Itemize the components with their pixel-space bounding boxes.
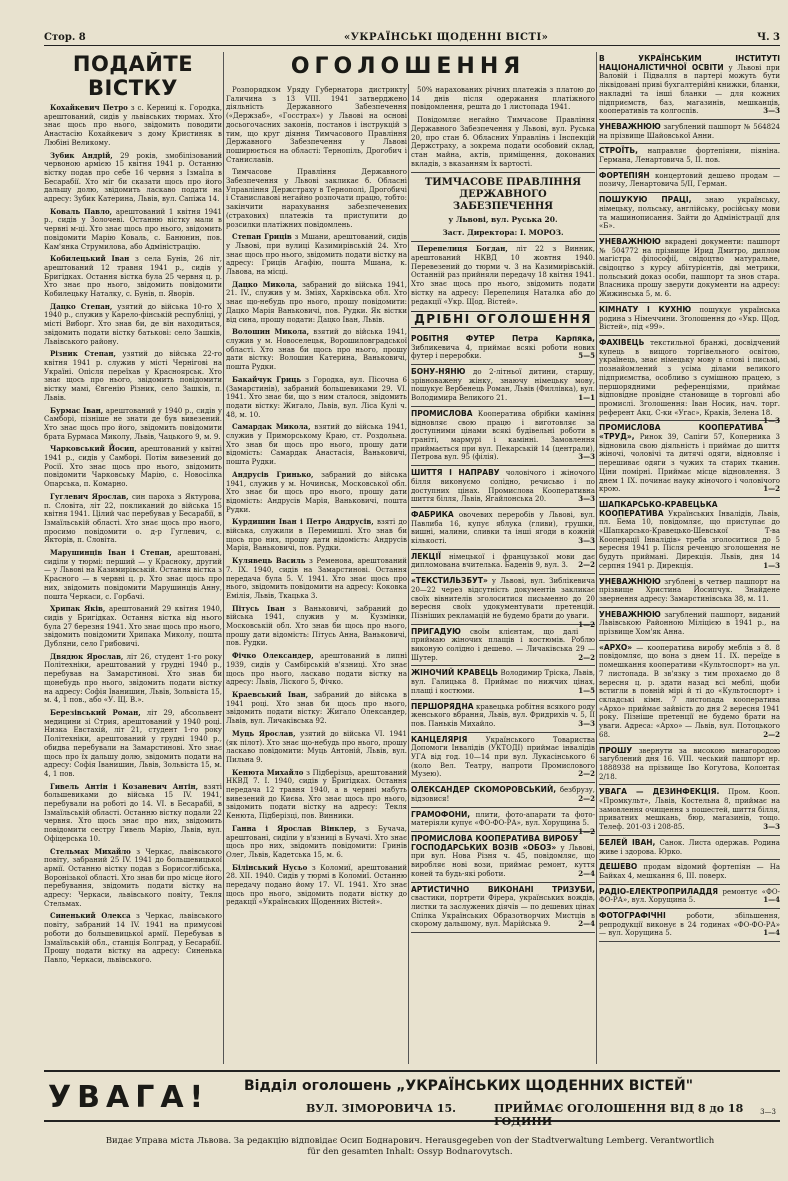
ad-text: направляє фортепіяни, піяніна. Германа, Ленартовича 5, II. пов. (599, 147, 780, 165)
item-text: син пароха з Яктурова, п. Словіта, літ 22, покликаний до війська 15 квітня 1941. Цілий час перебував у Бесарабії, в Ізмаїльській області. Хто знає щось про нього, просимо повідомити о. д-р Гуглевич, с. Якторів, п. Словіта. (44, 492, 222, 545)
item-name: Дацко Микола, (232, 279, 298, 289)
announcements-column (226, 86, 407, 1064)
classified-ad (411, 466, 595, 508)
ad-heading: КІМНАТУ І КУХНЮ (599, 304, 692, 314)
item-name: Хрипак Яків, (50, 604, 106, 614)
list-item (226, 168, 407, 229)
ad-text: кравецька робітня всякого роду женського вбрання, Львів, вул. Фридрихів ч. 5, II пов. Паньків Михайло. (411, 702, 595, 728)
item-name: Бакайчук Гриць (232, 374, 302, 384)
item-text: з Черкас, львівського повіту, забраний 25 IV. 1941 до большевицької армії. Останню вістку подав з Борисоглібська, Воронізької області. Хто знав би про місце його перебування, звідомить подати вістку на адресу: Черкаси, львівського повіту, Текля Стельмах. (44, 847, 222, 908)
item-text: літ 26, студент 1-го року Політехніки, арештований у грудні 1940 р., перебував на Замарстинові. Хто знав би щонебудь про нього, звідомить подати вістку на адресу: Софія Іванишин, Львів, Зольвіста 15, м. 4, 1 пов., або «У. Щ. В.». (44, 652, 222, 705)
item-name: Гуглевич Ярослав, (50, 491, 129, 501)
list-item (44, 104, 222, 148)
missing-persons-column (44, 52, 222, 1064)
item-text: з Ременова, арештований 7. IX. 1940, сидів на Замарстинові. Остання передача була 5. V. 1941. Хто знає щось про нього, звідомить повідомити на адресу: Коковка Емілія, Львів, Ткацька 3. (226, 557, 407, 600)
classified-ad (599, 144, 780, 168)
ad-run-number: 3—3 (763, 822, 780, 832)
ad-run-number: 1—4 (763, 928, 780, 938)
item-name: Кулявець Василь (232, 556, 306, 566)
item-name: Муць Ярослав, (232, 728, 296, 738)
separator (411, 172, 595, 173)
item-name: Двядюк Ярослав, (50, 651, 124, 661)
ad-text: продам відомий фортепіян — На Байках 4, мешкання 6, III. поверх. (599, 863, 780, 880)
insurance-notice: 50% нарахованих річних платежів з платою до 14 днів після одержання платіжного повідомлення, решта до 1 листопада 1941. (411, 86, 595, 112)
list-item (44, 653, 222, 705)
item-name: Курдишин Іван і Петро Андрусів, (232, 517, 374, 527)
classified-ad (599, 169, 780, 193)
ad-text: роботи, збільшення, репродукції виконує в 24 годинах «ФО-ФО-РА» — вул. Хорущина 5. (599, 912, 780, 938)
list-item (44, 493, 222, 545)
list-item (226, 605, 407, 649)
ad-run-number: 3—3 (578, 718, 595, 728)
attention-label: УВАГА! (48, 1080, 210, 1115)
ad-heading: РАДІО-ЕЛЕКТРОПРИЛАДДЯ (599, 886, 719, 896)
ad-heading: БОНУ-НЯНЮ (411, 367, 466, 377)
classifieds-list (599, 52, 780, 942)
item-name: Самардак Микола, (232, 422, 311, 432)
ad-heading: ПРОМИСЛОВА (411, 408, 473, 418)
item-text: з с. Керниці к. Городка, арештований, сидів у львівських тюрмах. Хто знає щось про нього, звідомить поводити Анастасію Кохайкевич з дому Кристиняк в Любіні Великому. (44, 104, 222, 147)
ad-text: Пром. Кооп. «Промкульт», Львів, Костельна 8, приймає на замовлення очищення з пошестей, шиття білля, приватних мешкань, бюр, магазинів, тощо. Телеф. 201-03 і 208-85. (599, 788, 780, 832)
list-item (226, 730, 407, 765)
banner-department: Відділ оголошень „УКРАЇНСЬКИХ ЩОДЕННИХ ВІСТЕЙ" (244, 1078, 694, 1094)
ad-heading: ФОТОГРАФІЧНІ (599, 911, 666, 921)
item-text: арештовані, сиділи у тюрмі: перший — у Красноку, другий — у Львові на Казимирівській. Остання вістка з Красного — в червні ц. р. Хто знає щось про них, звідомить повідомити Марушинців Анну, пошта Черкаси, с. Горбачі. (44, 549, 222, 601)
list-item (226, 281, 407, 325)
item-name: Ганна і Ярослав Вінклер, (232, 823, 357, 833)
classified-ad (411, 700, 595, 733)
item-text: Розпорядком Уряду Губернатора дистрикту Галичина з 13 VIII. 1941 затверджено діяльність Державного Забезпечення («Держзаб», «Госстрах») у Львові на основі досьогочасних законів, постанов і інструкцій з тим, що круг діяння Тимчасового Правління Державного Забезпечення у Львові поширюється на області: Тернопіль, Дрогобич і Станиславів. (226, 86, 407, 164)
ad-text: згублені в четвер пашпорт на прізвище Христина Йосипчук. Знайдене звернення адресу: Замарстинівська 38, м. 11. (599, 577, 780, 603)
ad-text: пошукує українська родина з Німеччини. Зголошення до «Укр. Щод. Вістей», під «99». (599, 305, 780, 332)
classified-ad (411, 666, 595, 699)
ad-text: знаю українську, німецьку, польську, англійську, російську мови та машинописання. Зайти до Адміністрації для «Б». (599, 196, 780, 231)
banner-number: 3—3 (760, 1108, 776, 1116)
ad-heading: ЛЕКЦІЇ (411, 551, 442, 561)
classified-ad (411, 625, 595, 667)
classified-ad (599, 303, 780, 336)
banner-address: ВУЛ. ЗІМОРОВИЧА 15. (306, 1102, 456, 1115)
item-text: узятий до війська 10-го Х 1940 р., служив у Карело-фінській республіці, у місті Виборг. Хто знав би, де він находиться, звідомить подати вістку батькові: село Зашків, Львівського району. (44, 302, 222, 346)
item-text: узятий до війська VI. 1941 (як пілот). Хто знає що-небудь про нього, прошу ласкаво повідомити: Муць Антоній, Львів, вул. Пильна 9. (226, 729, 407, 764)
ad-heading: УНЕВАЖНЮЮ (599, 121, 661, 131)
imprint (60, 1136, 760, 1158)
classified-ad (411, 808, 595, 836)
ad-heading: ШИТТЯ І НАПРАВУ (411, 468, 500, 478)
ad-heading: ДЕШЕВО (599, 862, 638, 872)
classified-ad (599, 498, 780, 575)
ad-run-number: 2—4 (578, 919, 595, 929)
ad-text: овочевих переробів у Львові, вул. Павлиба 16, купує яблука (гливи), грушки, вишні, малини, сливки та інші ягоди в кожній кількості. (411, 510, 595, 546)
ad-run-number: 1—2 (578, 619, 595, 629)
list-item (44, 255, 222, 299)
ad-heading: ГРАМОФОНИ, (411, 809, 471, 819)
ad-heading: ЖІНОЧИЙ КРАВЕЦЬ (411, 668, 499, 678)
announcements-heading: ОГОЛОШЕННЯ (290, 54, 526, 79)
list-item (226, 471, 407, 515)
ad-heading: СТРОЇТЬ, (599, 146, 638, 156)
ad-heading: ШАПКАРСЬКО-КРАВЕЦЬКА КООПЕРАТИВА (599, 499, 718, 518)
newspaper-title: «УКРАЇНСЬКІ ЩОДЕННІ ВІСТІ» (344, 32, 549, 43)
insurance-and-small-ads-column (411, 86, 595, 1064)
item-name: Березівський Роман, (50, 708, 141, 717)
list-item (226, 691, 407, 726)
item-text: арештований у 1940 р., сидів у Самборі, пізніше не знати де був вивезений. Хто знає щось про його, звідомить повідомити брата Бурмаса Миколу, Львів, Чацького 9, м. 9. (44, 406, 222, 441)
ad-heading: УНЕВАЖНЮЮ (599, 609, 661, 619)
classified-ad (599, 885, 780, 909)
item-text: арештований 29 квітня 1940, сидів у Бригідках. Остання вістка від нього була 27 березня 1941. Хто знає щось про нього, звідомить повідомити Хрипака Миколу, пошта Дубляни, село Грибовичі. (44, 605, 222, 649)
list-item (226, 769, 407, 821)
ad-text: загублений пашпорт, виданий Львівською Районною Міліцією в 1941 р., на прізвище Хом'як Анна. (599, 610, 780, 637)
item-text: забраний до війська 1941, 21. IV., служив у м. Зміях, Харківська обл. Хто знає що-небудь про нього, прошу повідомити: Дацко Марія Ваньковичі, пов. Рудки. Як вістки від сина, прошу подати: Дацко Іван, Львів. (226, 280, 407, 324)
item-name: Синенький Олекса (50, 911, 131, 921)
separator (411, 241, 595, 242)
classified-ad (411, 574, 595, 629)
list-item (44, 350, 222, 402)
missing-person-notice: Перепелиця Богдан, літ 22 з Винник, арештований НКВД 10 жовтня 1940. Перевезений до тюрми ч. 3 на Казимирівській. Останній раз прийняли передачу 18 квітня 1941. Хто знає щось про нього, звідомить подати вістку на адресу: Перепелиця Наталка або до редакції «Укр. Щод. Вістей». (411, 244, 595, 306)
item-name: Марушинців Іван і Степан, (50, 548, 172, 558)
list-item (226, 328, 407, 372)
classified-ad (599, 421, 780, 498)
ad-heading: ПРИГАДУЮ (411, 626, 461, 636)
ad-heading: УНЕВАЖНЮЮ (599, 236, 661, 246)
ad-heading: ПОШУКУЮ ПРАЦІ, (599, 195, 692, 205)
ad-run-number: 2—2 (578, 769, 595, 779)
ad-heading: «АРХО» (599, 642, 633, 652)
item-name: Пітусь Іван (232, 603, 285, 613)
ad-run-number: 1—5 (578, 685, 595, 695)
item-name: Фічко Олександер, (232, 651, 314, 661)
list-item (44, 303, 222, 347)
banner-hours: ПРИЙМАЄ ОГОЛОШЕННЯ ВІД 8 до 18 ГОДИНИ (494, 1102, 744, 1128)
ad-text: — кооператива виробу меблів з 8. 8 повідомляє, що вона з днем 11. IX. переїде в помешкання кооперативи «Культоспорт» на ул. 7 листопада. В зв'язку з тим прохаємо до 8 вересня ц. р. здати назад всі меблі, щоби встигли в повній мірі й ті до «Культоспорт» і складські кімн. 7 листопада кооператива «Архо» приймає зайвість до дня 2 вересня 1941 року. Пізніше претенції не будемо брати на уваги. Адреса: «Архо» — Львів, вул. Потоцького 68. (599, 643, 780, 739)
item-name: Краевський Іван, (232, 690, 309, 699)
ad-heading: КАНЦЕЛЯРІЯ (411, 734, 468, 744)
classified-ad (599, 785, 780, 836)
small-ads-list (411, 332, 595, 933)
list-item (226, 376, 407, 420)
list-item (44, 605, 222, 649)
item-text: з Городка, вул. Пісочна 6 (Замарстинів), забраний большевиками 29. VI. 1941. Хто знає би, що з ним сталося, звідомить подати вістку: Жигало, Львів, вул. Ліса Кулі ч. 48, м. 10. (226, 375, 407, 419)
ad-text: Володимир Тріска, Львів, вул. Галицька 8. Приймає по нижчих цінах, плащі і костюми. (411, 669, 595, 695)
ad-run-number: 2—2 (578, 560, 595, 570)
item-name: Різник Степан, (50, 349, 116, 359)
list-item (44, 549, 222, 601)
announcements-list (226, 86, 407, 907)
ad-heading: УНЕВАЖНЮЮ (599, 576, 661, 586)
advertising-banner (44, 1070, 780, 1128)
item-name: Кенюта Михайло (232, 767, 304, 777)
ad-text: ремонтує «ФО-ФО-РА», вул. Хорущина 5. (599, 887, 780, 905)
item-name: Дацко Степан, (50, 301, 113, 311)
list-item (226, 518, 407, 553)
list-item (226, 652, 407, 687)
item-text: взяті до війська, служили в Перемишлі. Хто знав би щось про них, прошу дати відомість: Андрусів Марія, Ваньковичі, пов. Рудки. (226, 518, 407, 553)
item-text: з Мшани, арештований, сидів у Львові, при вулиці Казимирівській 24. Хто знає щось про нього, звідомить подати вістку на адресу: Гриців Агафію, пошта Мшана, к. Львова, на місці. (226, 233, 407, 277)
ad-heading: В УКРАЇНСЬКИМ ІНСТИТУТІ НАЦІОНАЛІСТИЧНОЇ ОСВІТИ (599, 54, 780, 72)
classified-ad (599, 120, 780, 144)
item-text: взятий до війська 1941, служив у Приморському Краю, ст. Роздольна. Хто знав би щось про нього, прошу дати відомість: Самардак Анастасія, Ваньковичі, пошта Рудки. (226, 423, 407, 467)
list-item (44, 208, 222, 252)
ad-run-number: 3—3 (578, 452, 595, 462)
item-name: Стельмах Михайло (50, 846, 131, 856)
classified-ad (599, 744, 780, 786)
classified-ad (411, 550, 595, 574)
page-number: Стор. 8 (44, 32, 86, 43)
classified-ad (599, 193, 780, 235)
list-item (44, 783, 222, 844)
classified-ad (411, 883, 595, 934)
ad-run-number: 1—2 (578, 827, 595, 836)
list-item (226, 233, 407, 277)
classifieds-column (599, 52, 780, 1064)
item-name: Степан Гриців (232, 232, 292, 242)
item-text: літ 29, абсольвент медицини зі Стрия, арештований у 1940 році. Низка Евстахій, літ 21, студент 1-го року Політехніки, арештований у грудні 1940 р., обидва перебували на Замарстинові. Хто знає щось про їх дальшу долю, звідомить подати на адресу: Софія Іванишин, Львів, Зольвіста 15, м. 4, 1 пов. (44, 709, 222, 778)
item-text: з Бучача, арештовані, сиділи у в'язниці в Бучачі. Хто знає щось про них, звідомить повідомити: Гринів Олег, Львів, Кадетська 15, м. 6. (226, 824, 407, 859)
ad-text: Українських Інвалідів, Львів, пл. Бема 10, повідомляє, що приступає до «Шапкарсько-Кравецько-Шевської Т-ва Кооперації Інвалідів» треба зголоситися до 5 вересня 1941 р. Після реченцю зголошення не будуть приймані. Дирекція. Львів, дня 14 серпня 1941 р. Дирекція. (599, 509, 780, 570)
item-text: забраний до війська в 1941 році. Хто знав би щось про нього, звідомить подати вістку: Жигало Олександер, Львів, вул. Личаківська 92. (226, 691, 407, 726)
item-text: арештований 1 квітня 1941 р., сидів у Золочеві. Останню вістку мали в червні м-ці. Хто знає щось про нього, звідомить повідомити Марію Коваль, с. Банюнин, пов. Кам'янка Струмилова, або Адміністрацію. (44, 207, 222, 251)
list-item (44, 407, 222, 442)
classified-ad (599, 235, 780, 303)
missing-persons-list (44, 104, 222, 965)
item-text: з Черкас, львівського повіту, забраний 14 IV. 1941 на примусові роботи до большевицької армії. Перебував в Ізмаїльській обл., станція Болград, у Бесарабії. Прошу подати вістку на адресу: Синенька Павло, Черкаси, львівського. (44, 912, 222, 964)
item-text: Тимчасове Правління Державного Забезпечення у Львові закликає б. Обласні Управління Держстраху в Тернополі, Дрогобичі і Станиславові негайно розпочати працю, тобто: закінчити нарахування забезпеченевих (страхових) платежів та приступити до розсилки платіжних повідомлень. (226, 168, 407, 229)
ad-run-number: 2—2 (763, 729, 780, 739)
list-item (226, 423, 407, 467)
ad-run-number: 2—2 (578, 793, 595, 803)
item-text: взятий до війська 1941, служив у м. Новоселецьк, Ворошиловградської області. Хто знав би щось про нього, прошу дати вістку: Волошин Катерина, Ваньковичі, пошта Рудки. (226, 328, 407, 372)
ad-heading: ПРОШУ (599, 745, 633, 755)
item-text: узятий до війська 22-го квітня 1941 р. служив у місті Чернігові на Україні. Опісля переїхав у Красноярськ. Хто знає щось про нього, звідомить повідомити вістку мамі, Євгенію Різник, село Зашків, п. Львів. (44, 350, 222, 402)
classified-ad (411, 365, 595, 407)
ad-heading: ПРОМИСЛОВА КООПЕРАТИВА ВИРОБУ ГОСПОДАРСЬКИХ ВОЗІВ «ОБОЗ» (411, 834, 579, 852)
column-divider (223, 52, 224, 1064)
item-text: з Коломиї, арештований 28. XII. 1940. Сидів у тюрмі в Коломиї. Останню передачу подано йому 17. VI. 1941. Хто знає щось про нього, звідомить подати вістку до редакції «Українських Щоденних Вістей». (226, 863, 407, 907)
ad-run-number: 3—3 (763, 106, 780, 116)
ad-text: вкрадені документи: пашпорт № 504772 на прізвище Ирид Дмитро, диплом магістра філософії, свідоцтво матуральне, свідоцтво з курсу абітурієнтів, дві метрики, польський доказ особи, пашпорт та знов стара. Власника прошу зверути документи на адресу: Жижинська 5, м. 6. (599, 237, 780, 299)
list-item (44, 152, 222, 204)
item-text: з Підберізць, арештований НКВД 7. I. 1940, сидів у Бригідках. Остання передача 12 травня 1940, а в червні мабуть вивезений до Києва. Хто знає щось про нього, звідомить подати вістку на адресу: Текля Кенюта, Підберізці, пов. Винники. (226, 768, 407, 821)
classified-ad (599, 336, 780, 426)
item-name: Коваль Павло, (50, 206, 113, 216)
item-text: з села Бунів, 26 літ, арештований 12 травня 1941 р., сидів у Бригідках. Остання вістка була 25 червня ц. р. Хто знає про нього, звідомить повідомити Кобилецьку Наталку, с. Бунів, п. Яворів. (44, 255, 222, 299)
ad-run-number: 1—3 (763, 416, 780, 426)
item-name: Зубик Андрій, (50, 150, 113, 160)
ad-heading: УВАГА — ДЕЗИНФЕКЦІЯ. (599, 787, 720, 797)
item-text: арештований в липні 1939, сидів у Самбірській в'язниці. Хто знає щось про нього, ласкаво подати вістку на адресу: Львів, Ліского 5, Фічко. (226, 652, 407, 687)
ad-text: звернути за високою винагородою загублений дня 16. VIII. чеський пашпорт нр. 1888938 на прізвище Іво Когутова, Колонтая 2/18. (599, 746, 780, 781)
item-name: Кохайкевич Петро (50, 103, 128, 112)
ad-run-number: 5—5 (578, 351, 595, 361)
ad-text: загублений пашпорт № 564824 на прізвище Шайовської Анни. (599, 122, 780, 140)
ad-text: безбрузу, відзовися! (411, 786, 595, 803)
item-name: Білінський Нусьо (232, 862, 308, 872)
issue-number: Ч. 3 (756, 32, 780, 43)
classified-ad (411, 508, 595, 550)
ad-heading: БЕЛЕЙ ІВАН, (599, 837, 656, 847)
insurance-notice-2: Повідомляє негайно Тимчасове Правління Державного Забезпечення у Львові, вул. Руська 20, про стан б. Обласних Управлінь і Інспекцій Держстраху, а зокрема подати особовий склад, стан майна, актів, приміщення, доконаних вкладів, з вказанням їх вартості. (411, 116, 595, 168)
ad-heading: АРТИСТИЧНО ВИКОНАНІ ТРИЗУБИ, (411, 884, 595, 894)
item-name: Гивель Антін і Козаневич Антін, (50, 781, 199, 791)
ad-run-number: 1—4 (763, 895, 780, 905)
ad-heading: ФАХІВЕЦЬ (599, 337, 645, 347)
ad-text: своїм клієнтам, що далі приймаю жіночих плащів і костюмів. Роблю виконую солідно і дешево. — Личаківська 29 — Шутер. (411, 627, 595, 662)
classified-ad (599, 860, 780, 884)
ad-run-number: 1—2 (763, 484, 780, 494)
ad-text: Українського Товариства Допомоги Інвалідів (УКТОДІ) приймає інвалідів УГА від год. 10—14 при вул. Лукасінського 6 (коло Вел. Театру, напроти Промислового Музею). (411, 735, 595, 779)
ad-text: текстильної бранжі, досвідчений купець в вищого торгівельного освітою, українець, знає німецьку мову в слові і письмі, познайомлений з усіма ділами великого підприємства, особливо з сумішною працею, з першорядними референціями, приймає відповідне провідне становище в торговлі або промислі. Зголошення: Іван Носик, нач. торг. референт Акц. С-ки «Угас», Краків, Зелена 18. (599, 338, 780, 417)
classified-ad (411, 783, 595, 807)
classified-ad (599, 909, 780, 942)
list-item (44, 848, 222, 909)
small-ads-heading: ДРІБНІ ОГОЛОШЕННЯ (411, 311, 595, 328)
classified-ad (411, 407, 595, 466)
imprint-line-1: Видає Управа міста Львова. За редакцію відповідає Осип Боднарович. Herausgegeben von der Stadtverwaltung Lemberg. Verantwortlich (105, 1136, 715, 1146)
ad-text: чоловічого і жіночого білля виконуємо солідно, речисьво і по доступних цінах. Промислова Кооперативна шиття білля, Львів, Ягайлонська 20. (411, 469, 595, 504)
board-address: у Львові, вул. Руська 20. (448, 215, 558, 225)
ad-text: Кооператива обрібки каміння відновляє свою працю і виготовляє за доступними цінами всякі будівельні роботи в граніті, мармурі і камінні. Замовлення приймається при вул. Пекарській 14 (централи), Петрова вул. 95 (філія). (411, 409, 595, 462)
list-item (226, 825, 407, 860)
classified-ad (411, 832, 595, 883)
ad-text: до 2-літньої дитини, старшу, зрівноважену жінку, знаючу німецьку мову, пошукує Вербенець Роман, Львів (Филлівка), вул. Володимира Великого 21. (411, 368, 595, 403)
ad-heading: ФАБРИКА (411, 509, 454, 519)
list-item (44, 709, 222, 779)
ad-run-number: 3—3 (578, 536, 595, 546)
column-divider (596, 52, 597, 1064)
ad-text: Зибликевича 4, приймає всякі роботи нових футер і переробки. (411, 343, 595, 361)
ad-text: у Львові, вул. Зиблікевича 20—22 через відсутність документів закликає своїх вівнителів зголоситися письменно до 20 вересня своїх удокументувати претенцій. Пізніших рекламацій не будемо брати до уваги. (411, 577, 595, 620)
classified-ad (411, 332, 595, 365)
ad-text: свастики, портрети Фірера, українських вождів, листки та заслужених діячів — по дешевих цінах Спілка Українських Образотворчих Мистців в скорому дальшому, вул. Марійська 9. (411, 894, 595, 929)
item-text: забраний до війська 1941, служив у м. Ночинськ, Московської обл. Хто знає би щось про нього, прошу дати відомість: Андрусів Марія, Ваньковичі, пошта Рудки. (226, 470, 407, 514)
board-name: ТИМЧАСОВЕ ПРАВЛІННЯ ДЕРЖАВНОГО ЗАБЕЗПЕЧЕННЯ (424, 177, 582, 213)
list-item (226, 86, 407, 164)
ad-text: концертовий дешево продам — позичу, Ленартовича 5/II, Герман. (599, 171, 780, 189)
item-name: Чарковський Йосип, (50, 444, 137, 454)
ad-run-number: 1—3 (763, 560, 780, 570)
item-text: з Ваньковичі, забраний до війська 1941, служив у м. Кузмінки, Московській обл. Хто знав би щось про нього, прошу дати відомість: Пітусь Анна, Ваньковичі, пов. Рудки. (226, 604, 407, 648)
ad-run-number: 1—1 (578, 393, 595, 403)
ad-heading: ПРОМИСЛОВА КООПЕРАТИВА «ТРУД», (599, 423, 764, 442)
list-item (226, 557, 407, 601)
imprint-line-2: für den gesamten Inhalt: Ossyp Bodnarovytsch. (307, 1147, 513, 1157)
column-divider (408, 84, 409, 1064)
ad-text: Ринок 39, Сапіги 57, Коперника 3 відновила свою діяльність і приймає до шиття жіночі, чоловічі та дитячі одяги, відновляє і перешиває одяги з чужих та старих тканин. Ціни помірні. Приймає місце відновлення. З днем 1 IX. починає науку жіночого і чоловічого крою. (599, 433, 780, 494)
item-name: Бурмас Іван, (50, 405, 104, 415)
classified-ad (599, 836, 780, 860)
classified-ad (411, 733, 595, 784)
ad-text: плити, фото-апарати та фото-матеріяли купує «ФО-ФО-РА», вул. Хорущина 5. (411, 810, 595, 828)
item-text: арештований у квітні 1941 р., сидів у Самборі. Потім вивезений до Росії. Хто знає щось про нього, звідомить повідомити Чарковську Марію, с. Новосілка Опарська, п. Комарно. (44, 445, 222, 489)
item-name: Волошин Микола, (232, 327, 310, 337)
list-item (226, 864, 407, 908)
classified-ad (599, 52, 780, 120)
ad-text: у Львові, при вул. Нова Різня ч. 45, повідомляє, що виробляє нові вози, приймає ремонт, куття коней та будь-які роботи. (411, 843, 595, 878)
classified-ad (599, 608, 780, 641)
classified-ad (599, 641, 780, 744)
board-signature: Заст. Директора: І. МОРОЗ. (442, 228, 564, 238)
ad-text: у Львові при Валовій і Підвалля в партері можуть бути ліквідовані приві бухгалтерійні книжки, бланки, накладні та інші бланки — для кожних підприємств, баз, магазинів, мешканців, кооперативів та колгоспів. (599, 63, 780, 116)
ad-heading: ОЛЕКСАНДЕР СКОМОРОВСЬКИЙ, (411, 785, 557, 795)
ad-text: Санок. Листа одержав. Родина живе і здорова. Юрко. (599, 838, 780, 856)
ad-text: німецької і французької мови дає дипломована вчителька. Баденів 9, вул. 3. (411, 552, 595, 570)
ad-heading: ФОРТЕПІЯН (599, 170, 650, 180)
ad-run-number: 3—3 (578, 494, 595, 504)
item-text: взяті большевиками до війська 15 IV. 1941, перебували на роботі до 14. VI. в Бесарабії, в Ізмаїльській області. Останню вістку подали 22 червня. Хто щось знає про них, звідомить повідомити сестру Гивель Марію, Львів, вул. Офіцерська 10. (44, 782, 222, 843)
item-name: Андрусів Гринько, (232, 469, 314, 479)
ad-run-number: 2—2 (578, 652, 595, 662)
item-text: 29 років, змобілізований червоною армією 15 квітня 1941 р. Останню вістку подав про себе 16 червня з Ізмаїла в Бесарабії. Хто міг би сказати щось про його дальшу долю, звідомить ласкаво подати на адресу: Зубик Катерина, Львів, вул. Сапіжа 14. (44, 151, 222, 204)
item-name: Кобилецький Іван (50, 254, 130, 264)
list-item (44, 445, 222, 489)
list-item (44, 912, 222, 964)
ad-run-number: 2—4 (578, 868, 595, 878)
ad-heading: «ТЕКСТИЛЬЗБУТ» (411, 576, 488, 586)
page-header (44, 32, 780, 46)
ad-heading: ПЕРШОРЯДНА (411, 701, 474, 711)
ad-heading: РОБІТНЯ ФУТЕР Петра Карпяка, (411, 333, 595, 343)
classified-ad (599, 575, 780, 608)
section-title-send-news: ПОДАЙТЕ ВІСТКУ (72, 52, 194, 100)
